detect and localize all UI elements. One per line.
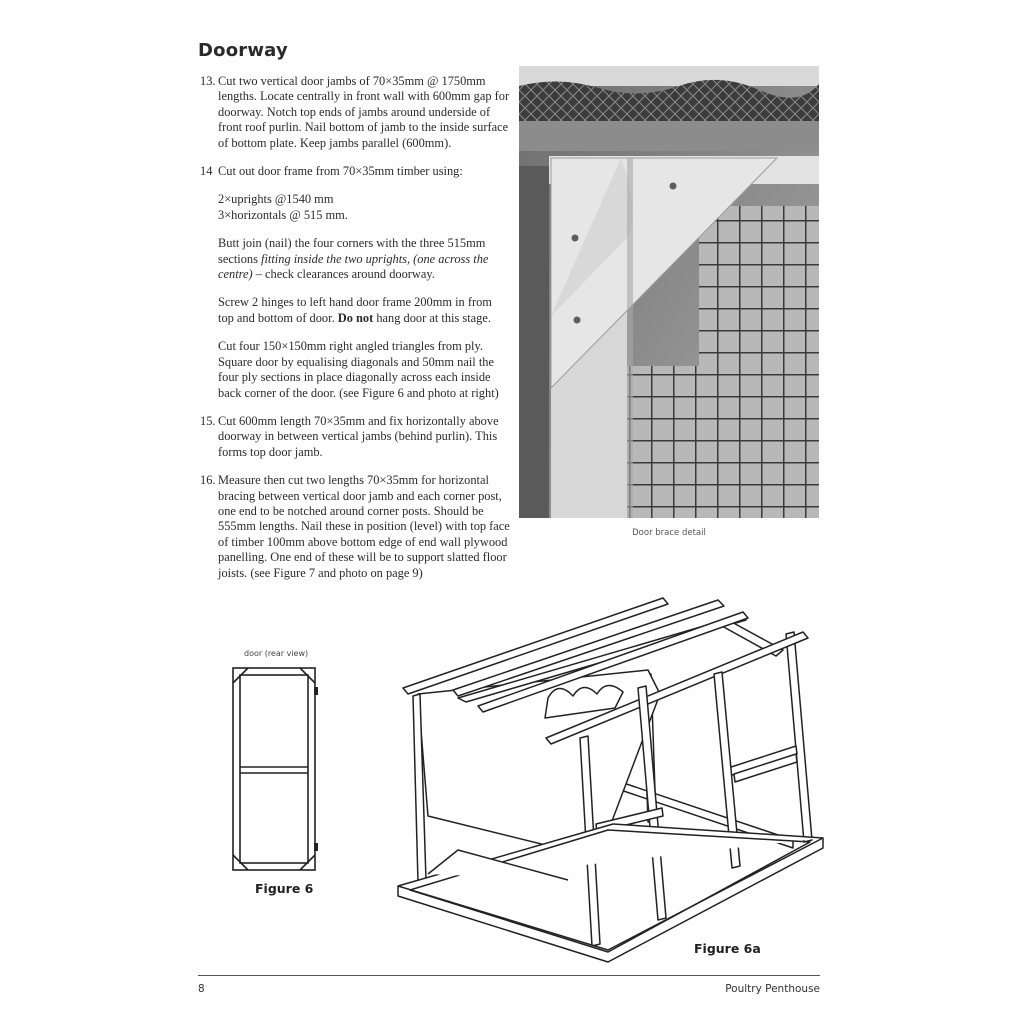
butt-join-text: [218, 236, 510, 282]
step-text: Measure then cut two lengths 70×35mm for horizontal bracing between vertical door jamb and each corner post, one end to be notched around corner posts. Should be 555mm lengths. Nail these in position (level) with top face of timber 100mm above bottom edge of end wall plywood panelling. One end of these will be to support slatted floor joists. (see Figure 7 and photo on page 9): [218, 473, 510, 580]
triangle-text: Cut four 150×150mm right angled triangles from ply. Square door by equalising diagonals and 50mm nail the four ply sections in place diagonally across each inside back corner of the door. (see Figure 6 and photo at right): [218, 339, 499, 400]
step-text: Cut out door frame from 70×35mm timber using:: [218, 164, 463, 179]
step-text: Cut 600mm length 70×35mm and fix horizontally above doorway in between vertical jambs (behind purlin). This forms top door jamb.: [218, 413, 499, 459]
step-13: [200, 74, 510, 151]
book-title: Poultry Penthouse: [725, 983, 820, 995]
figure-6-label: Figure 6: [255, 881, 314, 896]
figure-6a-label: Figure 6a: [694, 941, 761, 956]
hinge-text: [218, 295, 510, 326]
text-span: Butt join (nail) the four corners with the three 515mm sections: [218, 236, 486, 266]
text-span: – check clearances around doorway.: [252, 267, 435, 282]
step-16: [200, 473, 510, 581]
door-rear-view-label: door (rear view): [244, 649, 309, 658]
text-span: Screw 2 hinges to left hand door frame 200mm in from top and bottom of door.: [218, 295, 492, 325]
footer-divider: [198, 975, 820, 976]
photo-caption: Door brace detail: [632, 528, 706, 538]
figure-6-door-diagram: [230, 665, 320, 875]
cut-list: [218, 192, 510, 223]
step-14: [200, 164, 510, 401]
instructions: [200, 74, 510, 594]
step-15: [200, 414, 510, 460]
figure-6a-frame-diagram: [398, 598, 828, 973]
cut-list-horizontals: 3×horizontals @ 515 mm.: [218, 207, 348, 222]
cut-list-uprights: 2×uprights @1540 mm: [218, 192, 334, 207]
page-number: 8: [198, 983, 205, 995]
step-number: 16.: [200, 473, 216, 488]
step-number: 15.: [200, 413, 216, 428]
step-number: 13.: [200, 74, 216, 88]
step-text: Cut two vertical door jambs of 70×35mm @ 1750mm lengths. Locate centrally in front wall with 600mm gap for doorway. Notch top ends of jambs around underside of front roof purlin. Nail bottom of jamb to the inside surface of bottom plate. Keep jambs parallel (600mm).: [218, 74, 510, 150]
door-brace-photo: [519, 66, 819, 518]
step-number: 14: [200, 164, 213, 179]
italic-span: fitting inside the two uprights, (one across the centre): [218, 251, 489, 282]
page-heading: Doorway: [198, 40, 288, 61]
text-span: hang door at this stage.: [373, 310, 491, 325]
door-brace-photo-drawing: [519, 66, 819, 518]
bold-span: Do not: [337, 310, 374, 325]
